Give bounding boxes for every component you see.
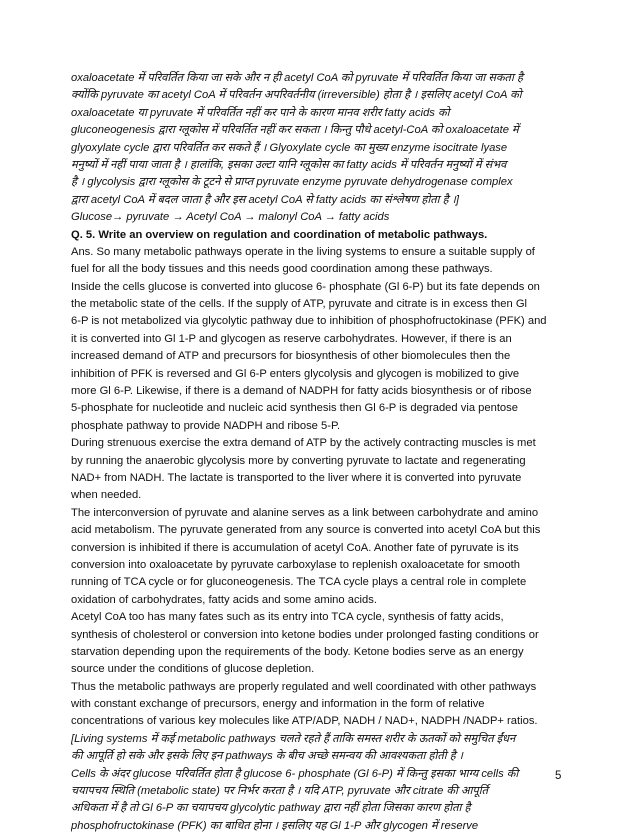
text-line: synthesis of cholesterol or conversion into ketone bodies under prolonged fasting conditions or bbox=[71, 628, 539, 641]
text-line: मनुष्यों में नहीं पाया जाता है । हालांकि, इसका उल्टा यानि ग्लूकोस का fatty acids में परिवर्तन मनुष्यों में संभव bbox=[71, 158, 507, 171]
text-line: 6-P is not metabolized via glycolytic pathway due to inhibition of phosphofructokinase (PFK) and bbox=[71, 315, 547, 328]
text-line: Cells के अंदर glucose परिवर्तित होता है glucose 6- phosphate (Gl 6-P) में किन्तु इसका भाग्य cells की bbox=[71, 767, 519, 780]
text-line: क्योंकि pyruvate का acetyl CoA में परिवर्तन अपरिवर्तनीय (irreversible) होता है । इसलिए acetyl CoA को bbox=[71, 89, 522, 102]
text-line: phosphate pathway to provide NADPH and ribose 5-P. bbox=[71, 419, 341, 432]
text-line: oxidation of carbohydrates, fatty acids and some amino acids. bbox=[71, 593, 377, 606]
text-line: Acetyl CoA too has many fates such as its entry into TCA cycle, synthesis of fatty acids, bbox=[71, 611, 504, 624]
text-line: 5-phosphate for nucleotide and nucleic acid synthesis then Gl 6-P is degraded via pentose bbox=[71, 402, 518, 415]
text-line: Thus the metabolic pathways are properly regulated and well coordinated with other pathways bbox=[71, 680, 537, 693]
text-line: acid metabolism. The pyruvate generated from any source is converted into acetyl CoA but this bbox=[71, 524, 541, 537]
text-line: है । glycolysis द्वारा ग्लूकोस के टूटने से प्राप्त pyruvate enzyme pyruvate dehydrogenase complex bbox=[71, 176, 513, 189]
text-line: conversion into oxaloacetate by pyruvate carboxylase to replenish oxaloacetate for smooth bbox=[71, 558, 521, 571]
text-line: with constant exchange of precursors, energy and information in the form of relative bbox=[71, 698, 485, 711]
text-line: Inside the cells glucose is converted into glucose 6- phosphate (Gl 6-P) but its fate depends on bbox=[71, 280, 540, 293]
text-line: During strenuous exercise the extra demand of ATP by the actively contracting muscles is met bbox=[71, 437, 536, 450]
text-line: source under the conditions of glucose depletion. bbox=[71, 663, 315, 676]
text-line: अधिकता में है तो Gl 6-P का चयापचय glycolytic pathway द्वारा नहीं होता जिसका कारण होता है bbox=[71, 802, 471, 815]
text-line: increased demand of ATP and precursors for biosynthesis of other biomolecules then the bbox=[71, 350, 511, 363]
text-line: starvation depending upon the requirements of the body. Ketone bodies serve as an energy bbox=[71, 645, 524, 658]
question-heading: Q. 5. Write an overview on regulation and coordination of metabolic pathways. bbox=[71, 228, 488, 241]
text-line: running of TCA cycle or for gluconeogenesis. The TCA cycle plays a central role in complete bbox=[71, 576, 527, 589]
document-page bbox=[71, 70, 571, 835]
text-line: more Gl 6-P. Likewise, if there is a demand of NADPH for fatty acids biosynthesis or of ribose bbox=[71, 385, 532, 398]
text-line: conversion is inhibited if there is accumulation of acetyl CoA. Another fate of pyruvate is its bbox=[71, 541, 519, 554]
text-line: the metabolic state of the cells. If the supply of ATP, pyruvate and citrate is in excess then Gl bbox=[71, 298, 528, 311]
text-line: oxaloacetate या pyruvate में परिवर्तित नहीं कर पाने के कारण मानव शरीर fatty acids को bbox=[71, 106, 450, 119]
text-line: by running the anaerobic glycolysis more by converting pyruvate to lactate and regenerating bbox=[71, 454, 526, 467]
text-line: oxaloacetate में परिवर्तित किया जा सके और न ही acetyl CoA को pyruvate में परिवर्तित किया जा सकता है bbox=[71, 72, 523, 84]
text-line: fuel for all the body tissues and this needs good coordination among these pathways. bbox=[71, 263, 493, 276]
text-line: Ans. So many metabolic pathways operate in the living systems to ensure a suitable supply of bbox=[71, 245, 535, 258]
text-line: when needed. bbox=[71, 489, 142, 502]
text-line: The interconversion of pyruvate and alanine serves as a link between carbohydrate and amino bbox=[71, 506, 539, 519]
page-number: 5 bbox=[555, 770, 562, 782]
text-line: concentrations of various key molecules like ATP/ADP, NADH / NAD+, NADPH /NADP+ ratios. bbox=[71, 715, 538, 728]
text-line: चयापचय स्थिति (metabolic state) पर निर्भर करता है । यदि ATP, pyruvate और citrate की आपूर्ति bbox=[71, 785, 489, 798]
text-line: NAD+ from NADH. The lactate is transported to the liver where it is converted into pyruvate bbox=[71, 471, 522, 484]
text-line: Glucose→ pyruvate → Acetyl CoA → malonyl CoA → fatty acids bbox=[71, 211, 390, 224]
text-line: द्वारा acetyl CoA में बदल जाता है और इस acetyl CoA से fatty acids का संश्लेषण होता है ।] bbox=[71, 193, 460, 206]
text-line: gluconeogenesis द्वारा ग्लूकोस में परिवर्तित नहीं कर सकता । किन्तु पौधे acetyl-CoA को oxaloacetate में bbox=[71, 124, 519, 137]
text-line: [Living systems में कई metabolic pathways चलते रहते हैं ताकि समस्त शरीर के ऊतकों को समुचित ईंधन bbox=[71, 732, 516, 745]
text-line: inhibition of PFK is reversed and Gl 6-P enters glycolysis and glycogen is mobilized to give bbox=[71, 367, 520, 380]
text-line: की आपूर्ति हो सके और इसके लिए इन pathways के बीच अच्छे समन्वय की आवश्यकता होती है । bbox=[71, 750, 464, 763]
text-line: it is converted into Gl 1-P and glycogen as reserve carbohydrates. However, if there is an bbox=[71, 332, 512, 345]
text-line: phosphofructokinase (PFK) का बाधित होना । इसलिए यह Gl 1-P और glycogen में reserve bbox=[71, 819, 479, 832]
text-line: glyoxylate cycle द्वारा परिवर्तित कर सकते हैं । Glyoxylate cycle का मुख्य enzyme isocitrate lyase bbox=[71, 141, 508, 154]
